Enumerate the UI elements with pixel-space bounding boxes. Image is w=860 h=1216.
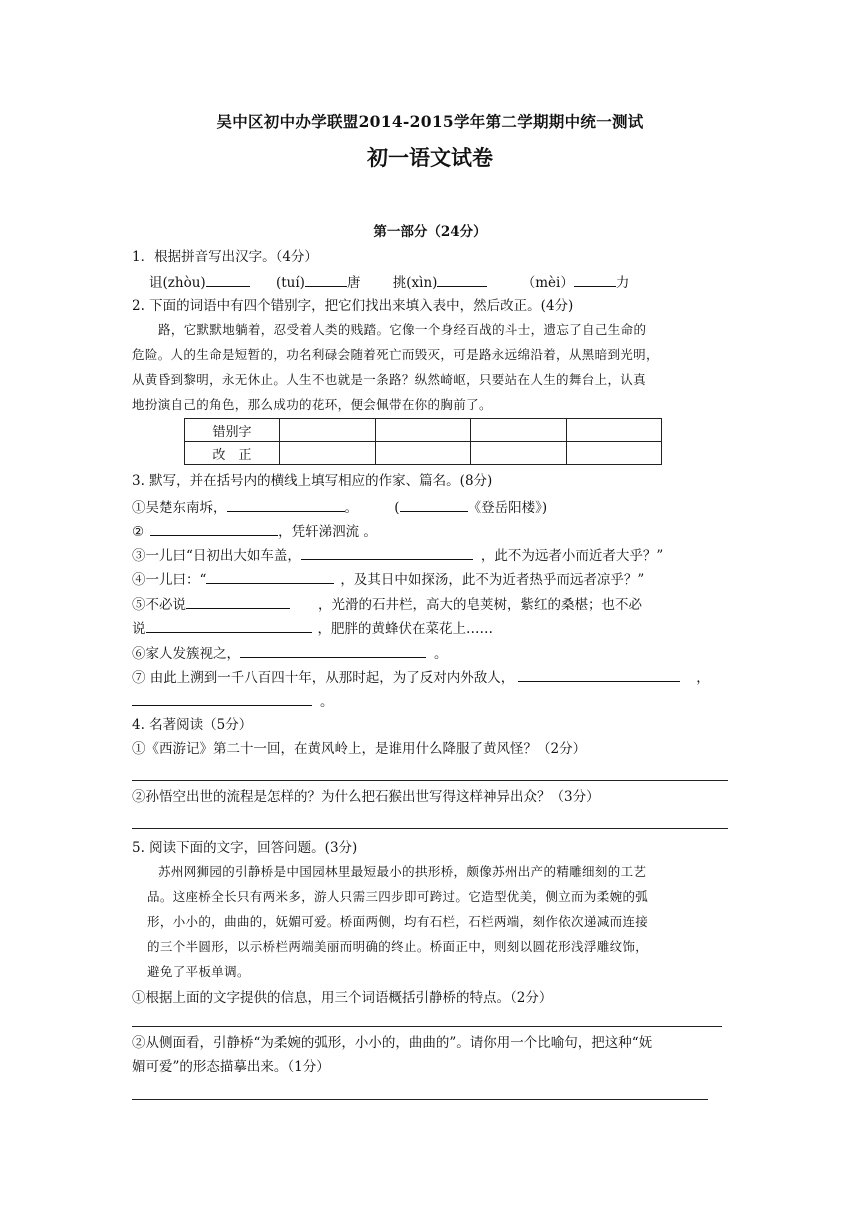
- q3-line-4: [132, 569, 644, 589]
- table-cell[interactable]: [375, 442, 471, 465]
- q3-l7-end: 。: [434, 646, 448, 662]
- q3-blank-3[interactable]: [301, 545, 473, 560]
- table-cell[interactable]: [471, 442, 567, 465]
- q3-l3-end: ，此不为远者小而近者大乎？”: [480, 548, 664, 564]
- q3-blank-9[interactable]: [132, 691, 312, 706]
- q1-blank-4[interactable]: [574, 272, 616, 287]
- q1-item-2b: 唐: [346, 275, 361, 291]
- q3-l5-end: ，光滑的石井栏，高大的皂荚树，紫红的桑椹；也不必: [318, 597, 642, 613]
- q4-prompt: 4. 名著阅读（5分）: [132, 717, 253, 733]
- q3-prompt: 3. 默写，并在括号内的横线上填写相应的作家、篇名。(8分): [132, 473, 493, 489]
- table-cell[interactable]: [280, 419, 376, 442]
- q1-item-1: 诅(zhòu): [149, 275, 206, 291]
- q3-l6-text: 说: [132, 621, 146, 637]
- q3-l9-end: 。: [320, 694, 334, 710]
- q1-item-4: （mèi）: [521, 275, 574, 291]
- q5-prompt: 5. 阅读下面的文字，回答问题。(3分): [132, 840, 358, 856]
- q1-blank-2[interactable]: [305, 272, 347, 287]
- q3-blank-1[interactable]: [227, 497, 345, 512]
- q3-blank-7[interactable]: [240, 643, 426, 658]
- q3-l7-text: ⑥家人发簇视之，: [132, 646, 240, 662]
- q2-passage-line-3: 从黄昏到黎明，永无休止。人生不也就是一条路？纵然崎岖，只要站在人生的舞台上，认真: [132, 372, 647, 387]
- q2-passage-line-4: 地扮演自己的角色，那么成功的花环，便会佩带在你的胸前了。: [132, 397, 492, 412]
- q2-passage-line-2: 危险。人的生命是短暂的，功名利碌会随着死亡而毁灭，可是路永远绵沿着，从黑暗到光明，: [132, 347, 659, 362]
- q5-sub-2-line-1: ②从侧面看，引静桥“为柔婉的弧形，小小的，曲曲的”。请你用一个比喻句，把这种“妩: [132, 1035, 653, 1051]
- q4-answer-line-1[interactable]: [132, 780, 728, 781]
- q5-sub-2-line-2: 媚可爱”的形态描摹出来。（1分）: [132, 1059, 330, 1075]
- q5-passage-line-2: 品。这座桥全长只有两米多，游人只需三四步即可跨过。它造型优美，侧立而为柔婉的弧: [147, 889, 649, 904]
- q3-l6-end: ，肥胖的黄蜂伏在菜花上……: [317, 621, 493, 637]
- q3-blank-2[interactable]: [150, 521, 278, 536]
- q3-l1-paren: (: [394, 500, 400, 516]
- exam-subtitle: 初一语文试卷: [367, 145, 493, 170]
- q1-blank-1[interactable]: [206, 272, 250, 287]
- q4-sub-1: ①《西游记》第二十一回，在黄风岭上，是谁用什么降服了黄风怪？（2分）: [132, 741, 587, 757]
- q3-line-2: [132, 521, 377, 541]
- q1-item-2: (tuí): [275, 275, 305, 291]
- q5-passage-line-5: 避免了平板单调。: [147, 964, 250, 979]
- q1-blank-3[interactable]: [437, 272, 487, 287]
- table-cell[interactable]: [566, 442, 662, 465]
- table-cell[interactable]: [280, 442, 376, 465]
- q3-l1-end: 。: [344, 500, 358, 516]
- q5-passage-line-4: 的三个半圆形，以示桥栏两端美丽而明确的终止。桥面正中，则刻以圆花形浅浮雕纹饰，: [147, 939, 649, 954]
- table-cell[interactable]: [471, 419, 567, 442]
- q3-line-7: [132, 643, 448, 663]
- q4-answer-line-2[interactable]: [132, 828, 728, 829]
- q3-l3-text: ③一儿曰“日初出大如车盖，: [132, 548, 301, 564]
- q4-sub-2: ②孙悟空出世的流程是怎样的？为什么把石猴出世写得这样神异出众？（3分）: [132, 789, 600, 805]
- part1-heading: 第一部分（24分）: [373, 224, 487, 240]
- q3-blank-5[interactable]: [186, 594, 290, 609]
- q1-prompt: 1．根据拼音写出汉字。（4分）: [132, 249, 318, 265]
- q3-author-blank[interactable]: [400, 497, 468, 512]
- table-label-correct: 改 正: [185, 442, 280, 465]
- q3-blank-4[interactable]: [206, 569, 334, 584]
- q1-item-4b: 力: [615, 275, 630, 291]
- q3-l8-end: ，: [696, 670, 710, 686]
- error-correction-table: [184, 418, 662, 465]
- q3-line-1: [132, 497, 547, 517]
- q3-line-5: [132, 594, 642, 614]
- q3-blank-6[interactable]: [146, 618, 312, 633]
- exam-title: 吴中区初中办学联盟2014-2015学年第二学期期中统一测试: [216, 112, 644, 131]
- table-cell[interactable]: [375, 419, 471, 442]
- q3-line-9: [132, 691, 334, 711]
- q3-l5-text: ⑤不必说: [132, 597, 186, 613]
- q3-line-6: [132, 618, 493, 638]
- q2-prompt: 2. 下面的词语中有四个错别字，把它们找出来填入表中，然后改正。(4分): [132, 298, 574, 314]
- q3-line-3: [132, 545, 663, 565]
- q3-blank-8[interactable]: [518, 667, 680, 682]
- q5-sub-1: ①根据上面的文字提供的信息，用三个词语概括引静桥的特点。（2分）: [132, 990, 553, 1006]
- q5-passage-line-1: 苏州网狮园的引静桥是中国园林里最短最小的拱形桥，颇像苏州出产的精雕细刻的工艺: [158, 864, 647, 879]
- q3-line-8: [132, 667, 710, 687]
- q5-answer-line-2[interactable]: [132, 1099, 708, 1100]
- q2-passage-line-1: 路，它默默地躺着，忍受着人类的贱踏。它像一个身经百战的斗士，遗忘了自己生命的: [158, 322, 647, 337]
- q3-l4-end: ，及其日中如探汤，此不为近者热乎而远者凉乎？”: [340, 572, 645, 588]
- q1-item-3: 挑(xìn): [392, 275, 438, 291]
- q3-l1-title: 《登岳阳楼》): [467, 500, 548, 516]
- q3-l2-num: ②: [132, 524, 145, 540]
- q3-l2-text: ，凭轩涕泗流 。: [278, 524, 377, 540]
- q3-l4-text: ④一儿曰：“: [132, 572, 207, 588]
- q5-passage-line-3: 形，小小的，曲曲的，妩媚可爱。桥面两侧，均有石栏，石栏两端，刻作依次递减而连接: [147, 914, 649, 929]
- q3-l8-text: ⑦ 由此上溯到一千八百四十年，从那时起，为了反对内外敌人，: [132, 670, 515, 686]
- table-cell[interactable]: [566, 419, 662, 442]
- table-label-wrong: 错别字: [185, 419, 280, 442]
- q5-answer-line-1[interactable]: [132, 1026, 722, 1027]
- q3-l1-text: ①吴楚东南坼，: [132, 500, 227, 516]
- q1-items: [149, 272, 629, 292]
